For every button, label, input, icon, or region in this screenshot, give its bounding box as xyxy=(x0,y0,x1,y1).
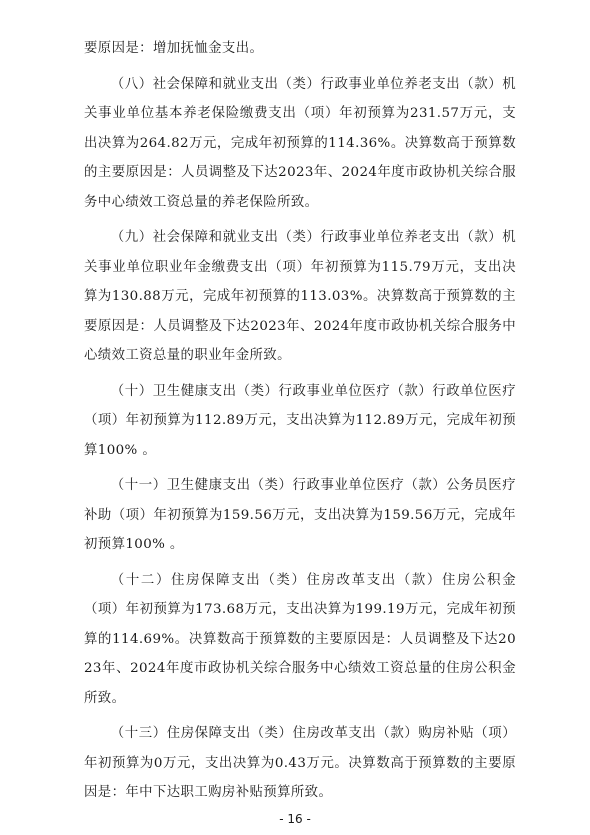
paragraph-item-11: （十一）卫生健康支出（类）行政事业单位医疗（款）公务员医疗补助（项）年初预算为159.56万元，支出决算为159.56万元，完成年初预算100% 。 xyxy=(84,478,516,552)
paragraph-item-12: （十二）住房保障支出（类）住房改革支出（款）住房公积金（项）年初预算为173.68万元，支出决算为199.19万元，完成年初预算的114.69%。决算数高于预算数的主要原因是：人员调整及下达2023年、2024年度市政协机关综合服务中心绩效工资总量的住房公积金所致。 xyxy=(84,572,516,706)
paragraph-item-9: （九）社会保障和就业支出（类）行政事业单位养老支出（款）机关事业单位职业年金缴费支出（项）年初预算为115.79万元，支出决算为130.88万元，完成年初预算的113.03%。决算数高于预算数的主要原因是：人员调整及下达2023年、2024年度市政协机关综合服务中心绩效工资总量的职业年金所致。 xyxy=(84,230,516,363)
page-number: - 16 - xyxy=(279,812,311,826)
paragraph-item-8: （八）社会保障和就业支出（类）行政事业单位养老支出（款）机关事业单位基本养老保险缴费支出（项）年初预算为231.57万元，支出决算为264.82万元，完成年初预算的114.36%。决算数高于预算数的主要原因是：人员调整及下达2023年、2024年度市政协机关综合服务中心绩效工资总量的养老保险所致。 xyxy=(84,76,516,210)
paragraph-item-13: （十三）住房保障支出（类）住房改革支出（款）购房补贴（项）年初预算为0万元，支出决算为0.43万元。决算数高于预算数的主要原因是：年中下达职工购房补贴预算所致。 xyxy=(84,726,516,800)
paragraph-continuation: 要原因是：增加抚恤金支出。 xyxy=(84,41,264,56)
document-page xyxy=(84,34,516,814)
paragraph-item-10: （十）卫生健康支出（类）行政事业单位医疗（款）行政单位医疗（项）年初预算为112.89万元，支出决算为112.89万元，完成年初预算100% 。 xyxy=(84,383,516,458)
